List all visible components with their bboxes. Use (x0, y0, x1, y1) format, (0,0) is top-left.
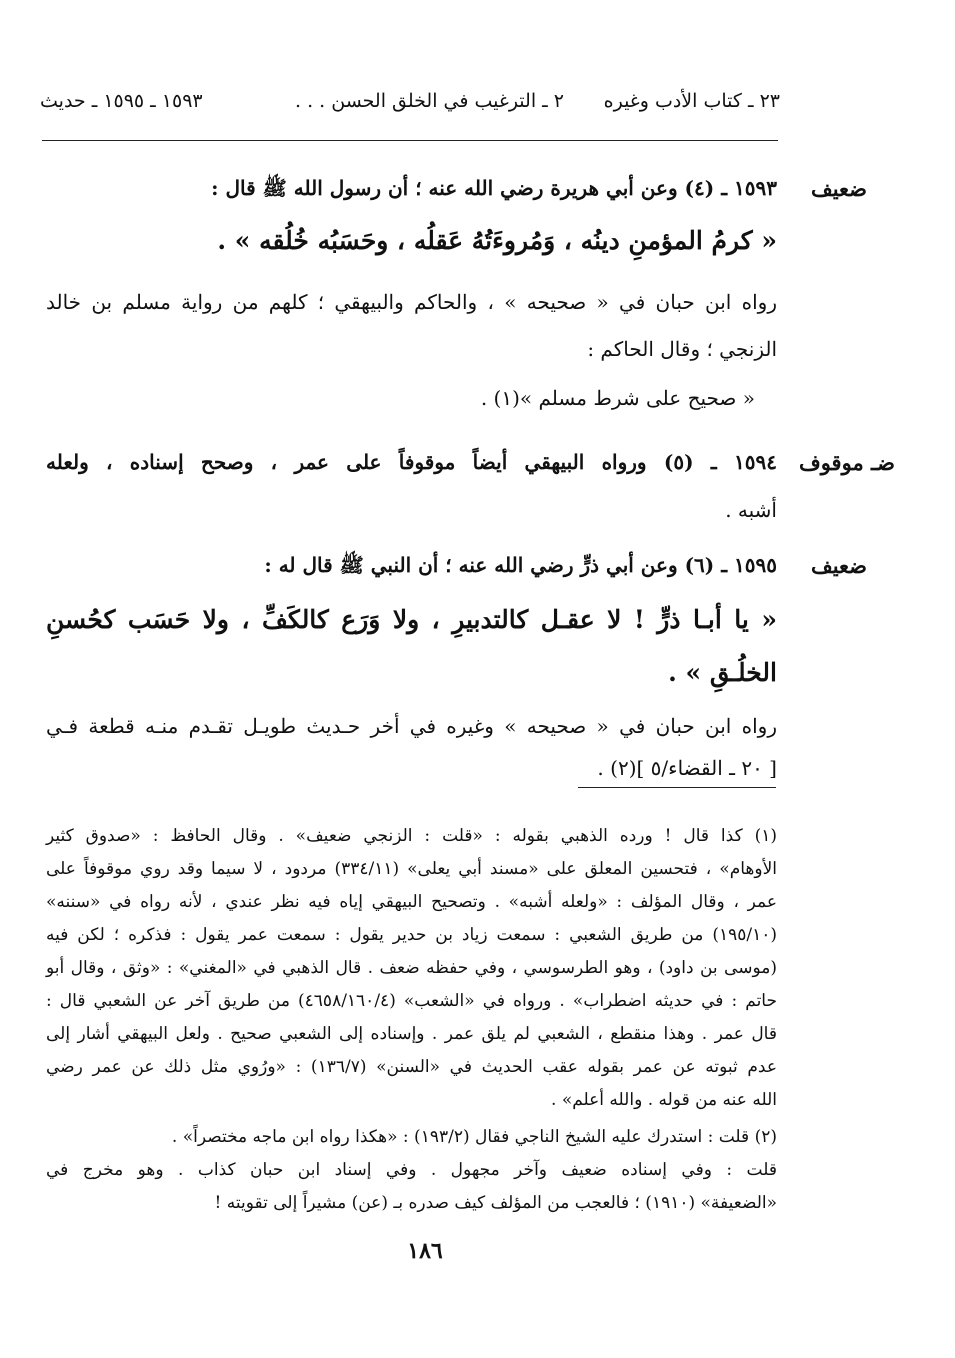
hadith-intro-1595: ١٥٩٥ ـ (٦) وعن أبي ذرٍّ رضي الله عنه ؛ أن النبي ﷺ قال له : (264, 553, 777, 577)
footnote-line: عدم ثبوته عن عمر بقوله عقب الحديث في «السنن» (١٣٦/٧) : «ورُوي مثل ذلك عن عمر رضي (46, 1057, 777, 1077)
footnote-line: قال عمر . وهذا منقطع ، الشعبي لم يلق عمر . وإسناده إلى الشعبي صحيح . ولعل البيهقي أشار إلى (46, 1024, 777, 1044)
header-divider (42, 140, 778, 141)
header-hadith-range: ١٥٩٣ ـ ١٥٩٥ ـ حديث (40, 90, 203, 112)
footnote-line: (موسى بن داود) ، وهو الطرسوسي ، وفي حفظه ضعف . قال الذهبي في «المغني» : «وثق ، وقال أبو (46, 958, 777, 978)
footnote-line: «الضعيفة» (١٩١٠) ؛ فالعجب من المؤلف كيف صدره بـ (عن) مشيراً إلى تقويته ! (214, 1193, 777, 1213)
hadith-intro-1593: ١٥٩٣ ـ (٤) وعن أبي هريرة رضي الله عنه ؛ أن رسول الله ﷺ قال : (211, 176, 777, 200)
footnote-line: (٢) قلت : استدرك عليه الشيخ الناجي فقال (١٩٣/٢) : «هكذا رواه ابن ماجه مختصراً» . (171, 1127, 777, 1147)
grade-label: ضعيف (810, 553, 867, 578)
page-number: ١٨٦ (407, 1238, 443, 1264)
hadith-text-1593: « كرمُ المؤمنِ دينُه ، وَمُروءَتُهُ عَقلُه ، وحَسَبُه خُلُقه » . (217, 226, 777, 255)
footnote-line: الأوهام» ، فتحسين المعلق على «مسند أبي يعلى» (٣٣٤/١١) مردود ، لا سيما وقد روي موقوفاً على (46, 859, 777, 879)
hadith-text-1595: « يا أبـا ذرٍّ ! لا عقـل كالتدبيرِ ، ولا وَرَع كالكَفِّ ، ولا حَسَب كحُسنِ (46, 605, 777, 634)
header-book-chapter: ٢٣ ـ كتاب الأدب وغيره (603, 90, 780, 112)
grade-label: ضـ موقوف (798, 450, 895, 475)
hadith-intro-1594-cont: أشبه . (725, 498, 777, 522)
footnote-line: قلت : وفي إسناده ضعيف وآخر مجهول . وفي إسناد ابن حبان كذاب . وهو مخرج في (46, 1160, 777, 1180)
footnote-line: الله عنه من قوله . والله أعلم» . (551, 1090, 777, 1110)
hadith-source-1595: رواه ابن حبان في « صحيحه » وغيره في أخر حـديث طويـل تقـدم منـه قطعة فـي (46, 714, 777, 738)
hadith-intro-1594: ١٥٩٤ ـ (٥) ورواه البيهقي أيضاً موقوفاً على عمر ، وصحح إسناده ، ولعله (46, 450, 777, 474)
hadith-source-1593: رواه ابن حبان في « صحيحه » ، والحاكم والبيهقي ؛ كلهم من رواية مسلم بن خالد (46, 290, 777, 314)
footnote-divider (578, 787, 776, 788)
footnote-line: حاتم : في حديثه اضطراب» . ورواه في «الشعب» (٤٦٥٨/١٦٠/٤) من طريق آخر عن الشعبي قال : (46, 991, 777, 1011)
footnote-line: (١) كذا قال ! ورده الذهبي بقوله : «قلت : الزنجي ضعيف» . وقال الحافظ : «صدوق كثير (46, 826, 777, 846)
footnote-line: (١٩٥/١٠) من طريق الشعبي : سمعت زياد بن حدير يقول : سمعت عمر يقول : فذكره ؛ لكن فيه (46, 925, 777, 945)
header-section: ٢ ـ الترغيب في الخلق الحسن . . . (295, 90, 564, 112)
hakim-quote-1593: « صحيح على شرط مسلم »(١) . (480, 386, 755, 410)
grade-label: ضعيف (810, 176, 867, 201)
footnote-line: عمر ، وقال المؤلف : «ولعله أشبه» . وتصحيح البيهقي إياه فيه نظر عندي ، لأنه رواه في «سننه» (46, 892, 777, 912)
hadith-text-1595-cont: الخلُـقِ » . (668, 658, 777, 687)
running-header (40, 90, 780, 124)
hadith-source-1595-ref: [ ٢٠ ـ القضاء/٥ ](٢) . (597, 756, 777, 780)
hadith-source-1593-cont: الزنجي ؛ وقال الحاكم : (587, 337, 777, 361)
